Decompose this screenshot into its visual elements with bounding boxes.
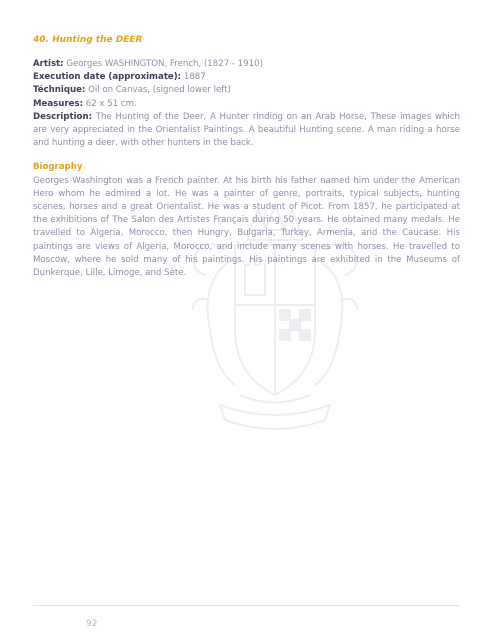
measures-label: Measures: [33,98,84,109]
technique-field [33,84,460,97]
measures-field [33,98,460,111]
measures-value: 62 x 51 cm. [83,98,137,109]
artist-label: Artist: [33,59,64,69]
description-label: Description: [33,111,93,122]
execution-date-label: Execution date (approximate): [33,72,182,83]
artist-field [33,58,460,71]
footer-divider [33,605,460,606]
description-text: The Hunting of the Deer, A Hunter rinding on an Arab Horse, These images which are very appreciated in the Orientalist Paintings. A beautiful Hunting scene. A man riding a horse and hunting a deer, with other hunters in the back. [33,111,460,149]
page-number: 92 [86,619,98,629]
technique-label: Téchnique: [33,85,86,96]
artwork-title: 40. Hunting the DEER [33,35,143,45]
description-paragraph [33,111,460,151]
biography-heading: Biography [33,162,83,173]
execution-date-value: 1887 [181,72,206,83]
document-content [33,34,460,280]
execution-date-field [33,71,460,84]
biography-text: Georges Washington was a French painter. At his birth his father named him under the American Hero whom he admired a lot. He was a painter of genre, portraits, typical subjects, hunting scenes, horses and a great Orientalist. He was a student of Picot. From 1857, he participated at the exhibitions of The Salon des Artistes Français during 50 years. He obtained many medals. He travelled to Algeria, Morocco, then Hungry, Bulgaria, Turkey, Armenia, and the Caucase. His paintings are views of Algeria, Morocco, and include many scenes with horses. He travelled to Moscow, where he sold many of his paintings. His paintings are exhibited in the Museums of Dunkerque, Lille, Limoge, and Sète. [33,175,460,279]
technique-value: Oil on Canvas, (signed lower left) [85,85,231,96]
artist-value: Georges WASHINGTON, French, (1827 - 1910) [63,59,263,69]
